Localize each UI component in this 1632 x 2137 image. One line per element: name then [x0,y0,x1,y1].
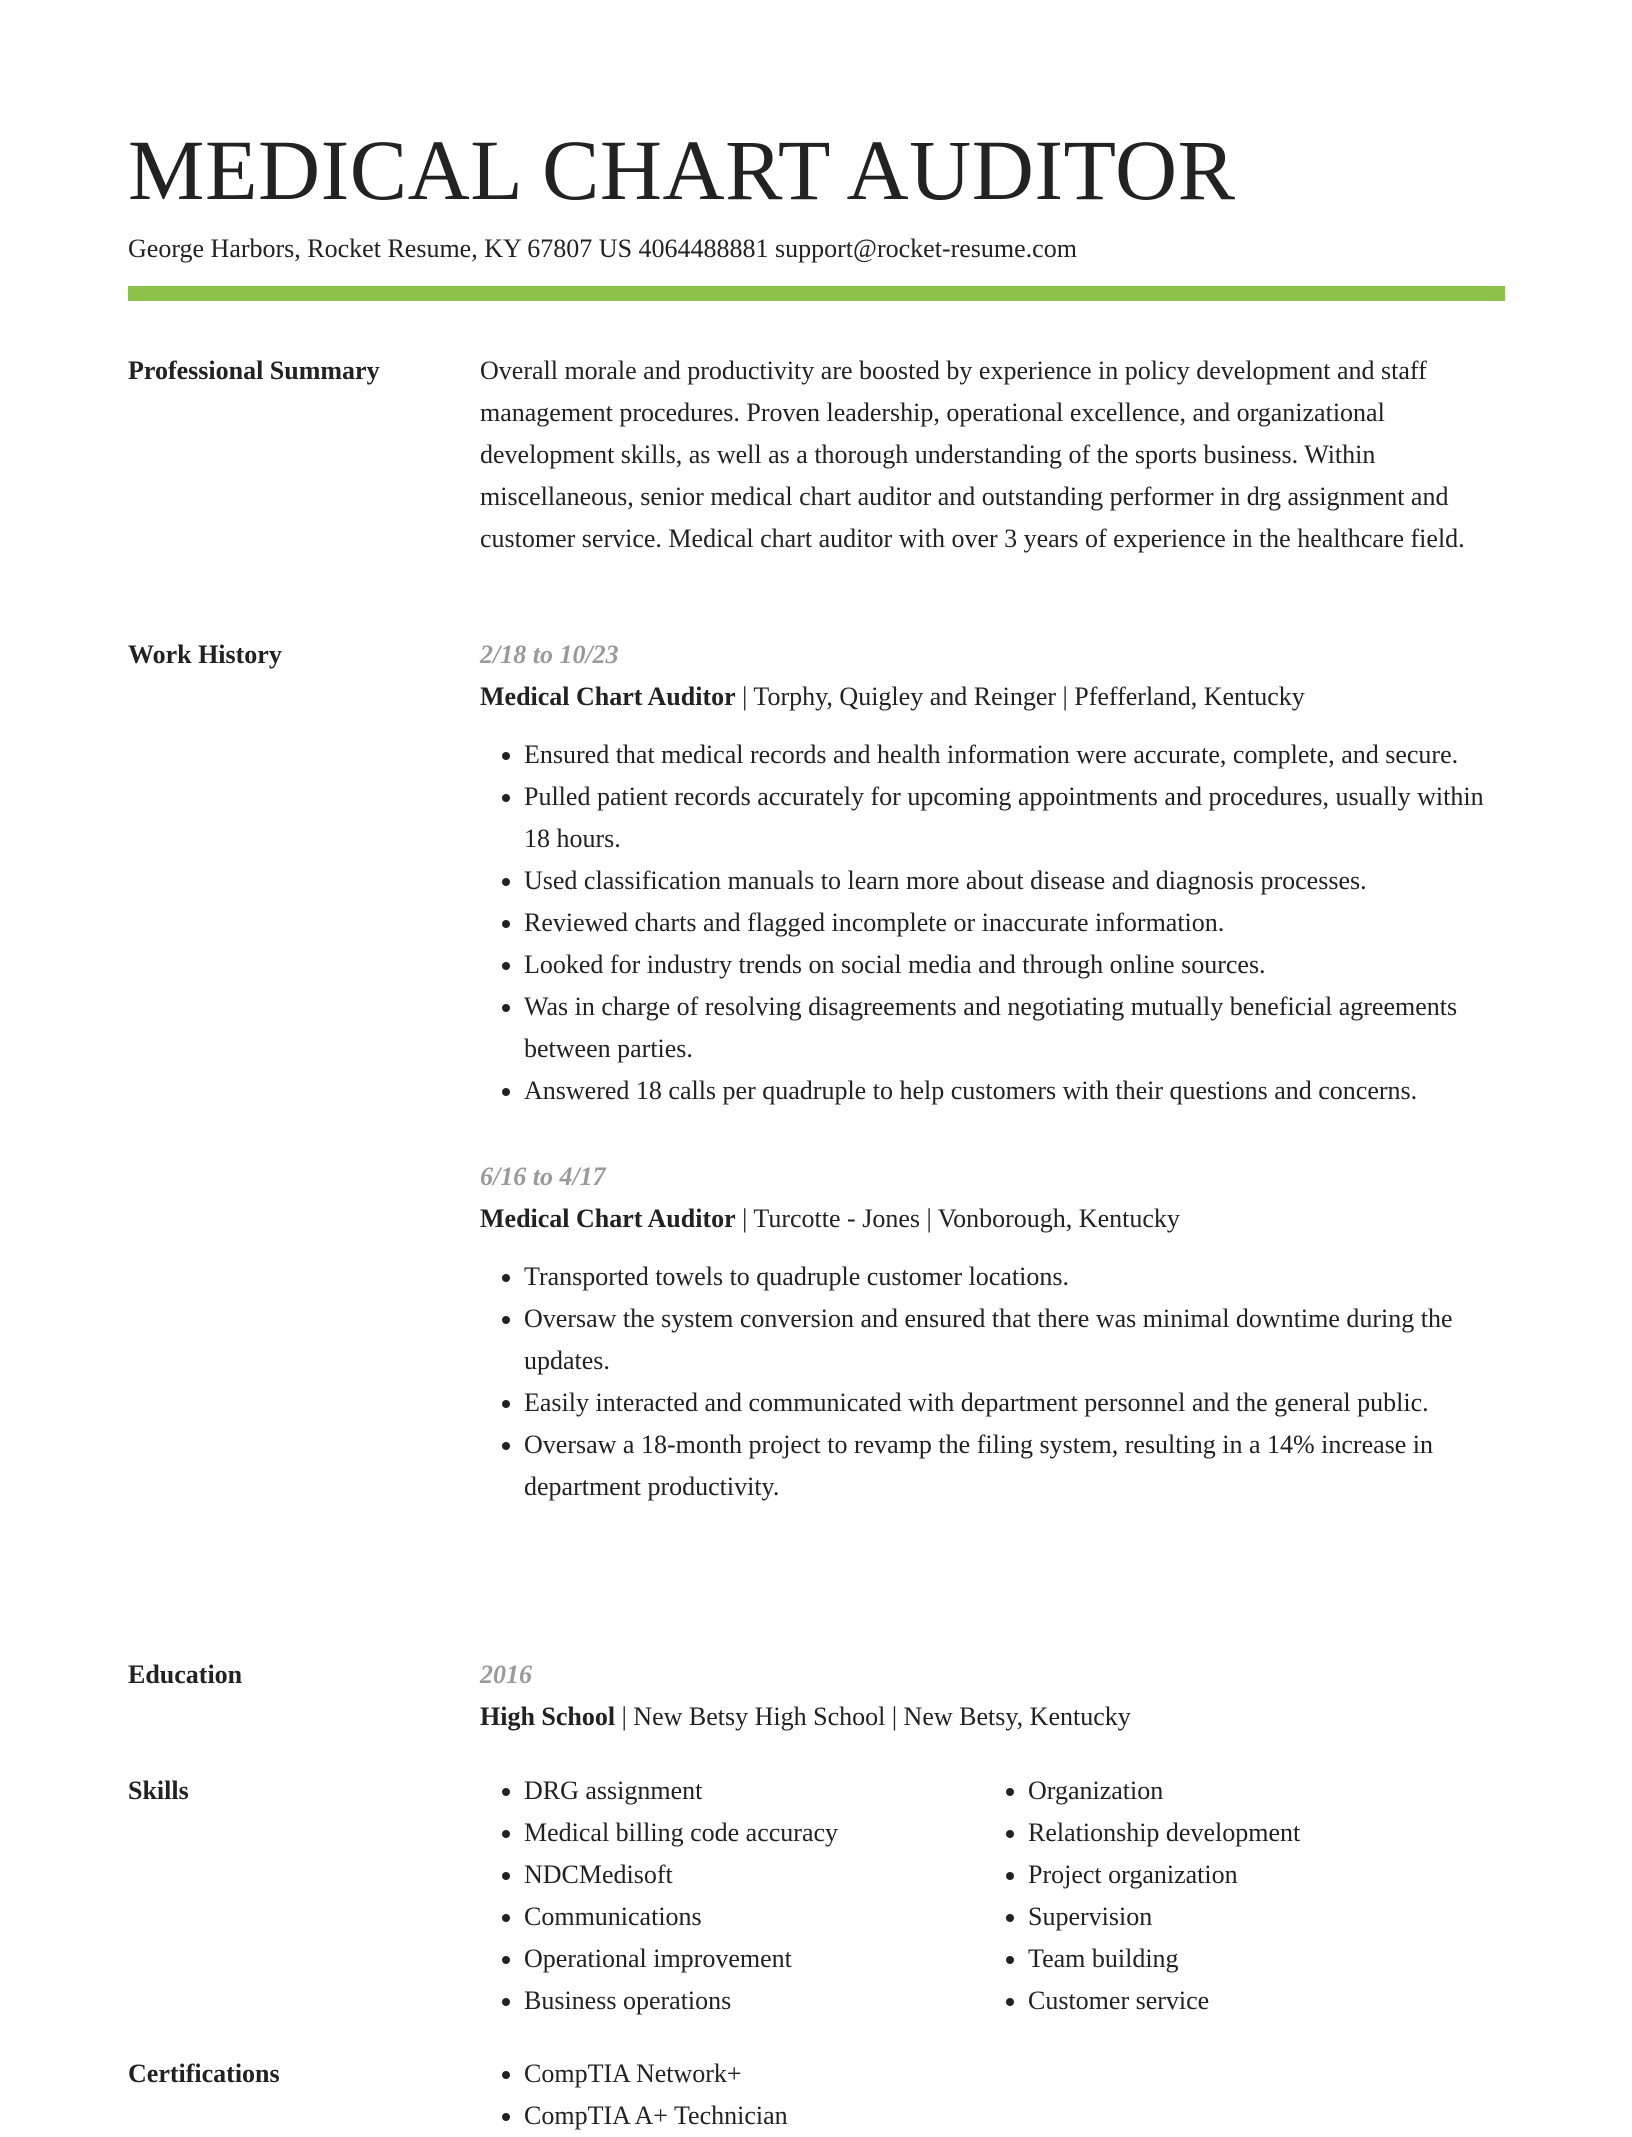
list-item: • DRG assignment [524,1770,984,1812]
resume-title: MEDICAL CHART AUDITOR [128,122,1236,218]
work-history-label: Work History [128,640,282,669]
certifications-body [480,2053,1505,2137]
list-item: • Relationship development [1028,1812,1488,1854]
job-dates: 2/18 to 10/23 [480,640,619,669]
list-item: • Oversaw a 18-month project to revamp the filing system, resulting in a 14% increase in department productivity. [524,1424,1505,1508]
list-item: • Transported towels to quadruple customer locations. [524,1256,1505,1298]
list-item: • Was in charge of resolving disagreements and negotiating mutually beneficial agreements between parties. [524,986,1505,1070]
work-history-body [480,634,1505,1552]
list-item: • Used classification manuals to learn more about disease and diagnosis processes. [524,860,1505,902]
list-item: • Easily interacted and communicated with department personnel and the general public. [524,1382,1505,1424]
list-item: • Team building [1028,1938,1488,1980]
skills-body [480,1770,1505,2022]
job-title: Medical Chart Auditor [480,682,736,711]
education-heading [480,1696,1505,1738]
list-item: • Organization [1028,1770,1488,1812]
job-details: | Torphy, Quigley and Reinger | Pfefferland, Kentucky [735,682,1305,711]
summary-label: Professional Summary [128,356,380,385]
list-item: • Oversaw the system conversion and ensured that there was minimal downtime during the updates. [524,1298,1505,1382]
header-divider [128,286,1505,301]
list-item: • Supervision [1028,1896,1488,1938]
list-item: • Looked for industry trends on social media and through online sources. [524,944,1505,986]
list-item: • Pulled patient records accurately for upcoming appointments and procedures, usually within 18 hours. [524,776,1505,860]
education-body [480,1654,1505,1738]
skills-list-left [480,1770,984,2022]
job-heading [480,1198,1505,1240]
job-heading [480,676,1505,718]
list-item: • Medical billing code accuracy [524,1812,984,1854]
job-bullets [480,1256,1505,1508]
list-item: • Reviewed charts and flagged incomplete or inaccurate information. [524,902,1505,944]
education-year: 2016 [480,1660,532,1689]
education-label: Education [128,1660,243,1689]
job-details: | Turcotte - Jones | Vonborough, Kentucky [735,1204,1180,1233]
certifications-list [480,2053,1505,2137]
job-bullets [480,734,1505,1112]
list-item: • Ensured that medical records and health information were accurate, complete, and secure. [524,734,1505,776]
list-item: • CompTIA Network+ [524,2053,1505,2095]
skills-columns [480,1770,1505,2022]
summary-text: Overall morale and productivity are boosted by experience in policy development and staff management procedures. Proven leadership, operational excellence, and organizational development skills, as well as a thorough understanding of the sports business. Within miscellaneous, senior medical chart auditor and outstanding performer in drg assignment and customer service. Medical chart auditor with over 3 years of experience in the healthcare field. [480,356,1465,553]
skills-label: Skills [128,1776,189,1805]
list-item: • NDCMedisoft [524,1854,984,1896]
summary-body [480,350,1505,560]
job-entry [480,1156,1505,1508]
list-item: • Communications [524,1896,984,1938]
list-item: • Customer service [1028,1980,1488,2022]
job-dates: 6/16 to 4/17 [480,1162,606,1191]
contact-line: George Harbors, Rocket Resume, KY 67807 US 4064488881 support@rocket-resume.com [128,234,1077,263]
job-entry [480,634,1505,1112]
list-item: • Project organization [1028,1854,1488,1896]
list-item: • Operational improvement [524,1938,984,1980]
list-item: • Business operations [524,1980,984,2022]
skills-list-right [984,1770,1488,2022]
education-degree: High School [480,1702,616,1731]
education-details: | New Betsy High School | New Betsy, Kentucky [615,1702,1131,1731]
certifications-label: Certifications [128,2059,280,2088]
list-item: • Answered 18 calls per quadruple to help customers with their questions and concerns. [524,1070,1505,1112]
job-title: Medical Chart Auditor [480,1204,736,1233]
list-item: • CompTIA A+ Technician [524,2095,1505,2137]
